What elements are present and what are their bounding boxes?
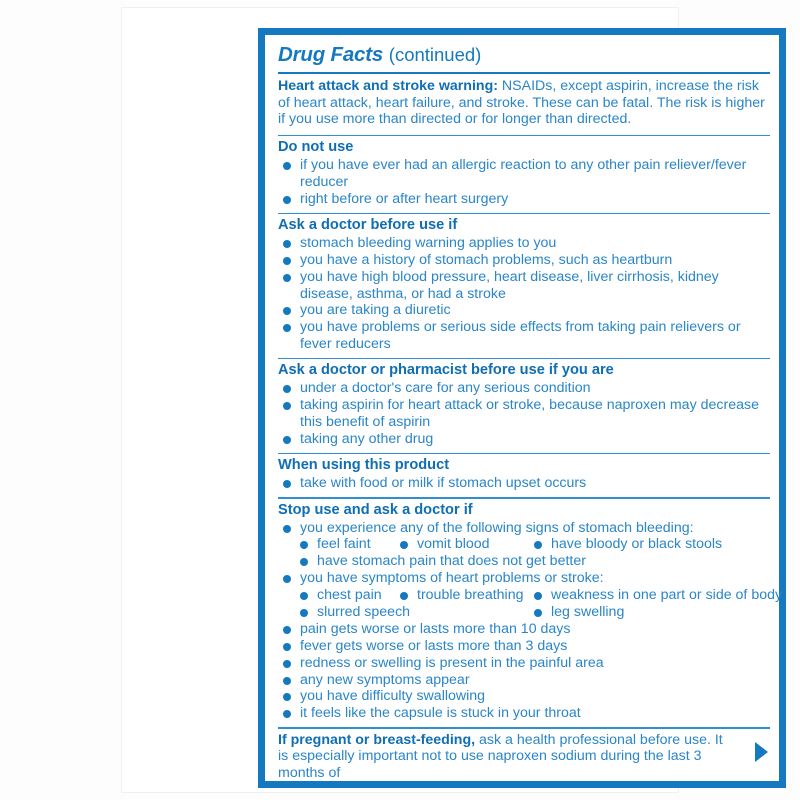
bullet-dot-icon (283, 274, 291, 282)
bullet-dot-icon (534, 609, 542, 617)
section-ask-doctor-or-pharmacist (275, 362, 770, 447)
title-continued: (continued) (388, 44, 482, 65)
bullet-dot-icon (283, 385, 291, 393)
continuation-arrow-icon (755, 742, 768, 762)
bullet-dot-icon (283, 307, 291, 315)
bullet-dot-icon (283, 402, 291, 410)
sub-list-item (534, 587, 782, 604)
section-heading: When using this product (278, 457, 450, 474)
sub-list-item-text: slurred speech (317, 604, 411, 621)
bullet-dot-icon (283, 643, 291, 651)
list-item (278, 157, 770, 191)
sub-list-item-text: leg swelling (551, 604, 625, 621)
section-divider (278, 727, 770, 729)
bullet-dot-icon (534, 592, 542, 600)
bullet-dot-icon (283, 693, 291, 701)
list-item-text: right before or after heart surgery (300, 190, 509, 207)
bullet-dot-icon (283, 240, 291, 248)
bullet-dot-icon (283, 710, 291, 718)
warning-body: NSAIDs, except aspirin, increase the risk of heart attack, heart failure, and stroke. These can be fatal. The risk is higher if you use more than directed or for longer than directed. (278, 77, 765, 128)
list-item (278, 235, 770, 252)
list-item-text: taking any other drug (300, 430, 434, 447)
section-heading: Do not use (278, 139, 354, 156)
bullet-dot-icon (283, 575, 291, 583)
bullet-list (278, 380, 770, 447)
sub-list-item-text: feel faint (317, 536, 371, 553)
section-divider (278, 135, 770, 137)
list-item-text: any new symptoms appear (300, 671, 470, 688)
section-heading: Stop use and ask a doctor if (278, 501, 473, 518)
section-when-using-this-product (275, 457, 770, 492)
sub-list-item-text: weakness in one part or side of body (551, 587, 783, 604)
drug-facts-panel (258, 28, 786, 788)
section-do-not-use (275, 139, 770, 207)
list-item (278, 380, 770, 397)
list-item (278, 705, 770, 722)
list-item-text: you are taking a diuretic (300, 302, 451, 319)
bullet-list (278, 520, 770, 537)
bullet-dot-icon (300, 609, 308, 617)
bullet-dot-icon (300, 558, 308, 566)
section-pregnancy-warning (275, 732, 770, 784)
warning-lead: Heart attack and stroke warning: (278, 77, 498, 94)
list-item-text: you have difficulty swallowing (300, 688, 486, 705)
list-item-text: taking aspirin for heart attack or stroke, because naproxen may decrease this benefit of aspirin (300, 397, 759, 431)
list-item (278, 431, 770, 448)
list-item (278, 638, 770, 655)
footer-body: ask a health professional before use. It is especially important not to use naproxen sodium during the last 3 months of (278, 731, 723, 781)
list-item-text: stomach bleeding warning applies to you (300, 235, 557, 252)
bullet-dot-icon (300, 592, 308, 600)
sub-list-item (534, 604, 624, 621)
sub-list-item-text: have bloody or black stools (551, 536, 723, 553)
bullet-dot-icon (283, 480, 291, 488)
bullet-dot-icon (283, 436, 291, 444)
sub-list-item-text: chest pain (317, 587, 382, 604)
list-item (278, 570, 770, 587)
list-item (278, 672, 770, 689)
bullet-list (278, 475, 770, 492)
title-drug-facts: Drug Facts (278, 43, 384, 66)
bullet-dot-icon (534, 541, 542, 549)
list-item (278, 397, 770, 431)
section-heading: Ask a doctor or pharmacist before use if you are (278, 362, 614, 379)
section-stop-use (275, 501, 783, 722)
page-title (275, 41, 770, 72)
list-item (278, 269, 770, 303)
sub-list-item (400, 587, 523, 604)
title-divider (278, 72, 770, 74)
bullet-dot-icon (400, 592, 408, 600)
list-item (278, 621, 770, 638)
list-item-text: fever gets worse or lasts more than 3 days (300, 638, 568, 654)
sub-list-item (300, 587, 382, 604)
sub-bullet-row (278, 604, 770, 621)
bullet-list (278, 235, 770, 353)
list-item-text: you experience any of the following signs of stomach bleeding: (300, 519, 694, 536)
footer-lead: If pregnant or breast-feeding, (278, 731, 476, 748)
bullet-dot-icon (400, 541, 408, 549)
bullet-list (278, 157, 770, 207)
section-heading: Ask a doctor before use if (278, 217, 458, 234)
list-item-text: redness or swelling is present in the painful area (300, 654, 604, 671)
list-item (278, 302, 770, 319)
warning-paragraph (278, 78, 770, 130)
list-item-text: take with food or milk if stomach upset occurs (300, 475, 587, 492)
list-item-text: if you have ever had an allergic reaction to any other pain reliever/fever reducer (300, 157, 747, 191)
heart-attack-stroke-warning (275, 78, 770, 130)
list-item-text: you have problems or serious side effects from taking pain relievers or fever reducers (300, 319, 741, 353)
section-divider (278, 453, 770, 455)
list-item (278, 520, 770, 537)
bullet-dot-icon (283, 162, 291, 170)
bullet-list (278, 570, 770, 587)
sub-list-item-text: have stomach pain that does not get better (317, 553, 586, 570)
list-item-text: under a doctor's care for any serious condition (300, 380, 591, 397)
list-item-text: it feels like the capsule is stuck in your throat (300, 705, 581, 722)
list-item (278, 475, 770, 492)
bullet-dot-icon (283, 525, 291, 533)
section-divider (278, 497, 770, 499)
footer-paragraph (278, 732, 730, 784)
bullet-dot-icon (283, 677, 291, 685)
section-ask-a-doctor (275, 217, 770, 353)
sub-bullet-row (278, 587, 783, 604)
sub-bullet-row (278, 536, 770, 553)
sub-list-item (400, 536, 490, 553)
list-item-text: you have high blood pressure, heart disease, liver cirrhosis, kidney disease, asthma, or had a stroke (300, 268, 719, 302)
label-card (122, 8, 783, 792)
list-item-text: pain gets worse or lasts more than 10 days (300, 621, 571, 638)
bullet-dot-icon (283, 324, 291, 332)
sub-list-item (300, 553, 586, 570)
sub-list-item (534, 536, 722, 553)
sub-list-item (300, 604, 410, 621)
bullet-list (278, 621, 770, 722)
sub-list-item-text: trouble breathing (417, 587, 524, 604)
bullet-dot-icon (283, 626, 291, 634)
sub-list-item (300, 536, 371, 553)
bullet-dot-icon (283, 660, 291, 668)
sub-list-item-text: vomit blood (417, 536, 490, 553)
list-item (278, 191, 770, 208)
bullet-dot-icon (283, 257, 291, 265)
list-item (278, 319, 770, 353)
bullet-dot-icon (283, 196, 291, 204)
bullet-dot-icon (300, 541, 308, 549)
sub-bullet-row (278, 553, 770, 570)
list-item-text: you have a history of stomach problems, such as heartburn (300, 252, 673, 269)
list-item (278, 252, 770, 269)
list-item-text: you have symptoms of heart problems or stroke: (300, 570, 604, 587)
list-item (278, 688, 770, 705)
section-divider (278, 358, 770, 360)
list-item (278, 655, 770, 672)
section-divider (278, 213, 770, 215)
